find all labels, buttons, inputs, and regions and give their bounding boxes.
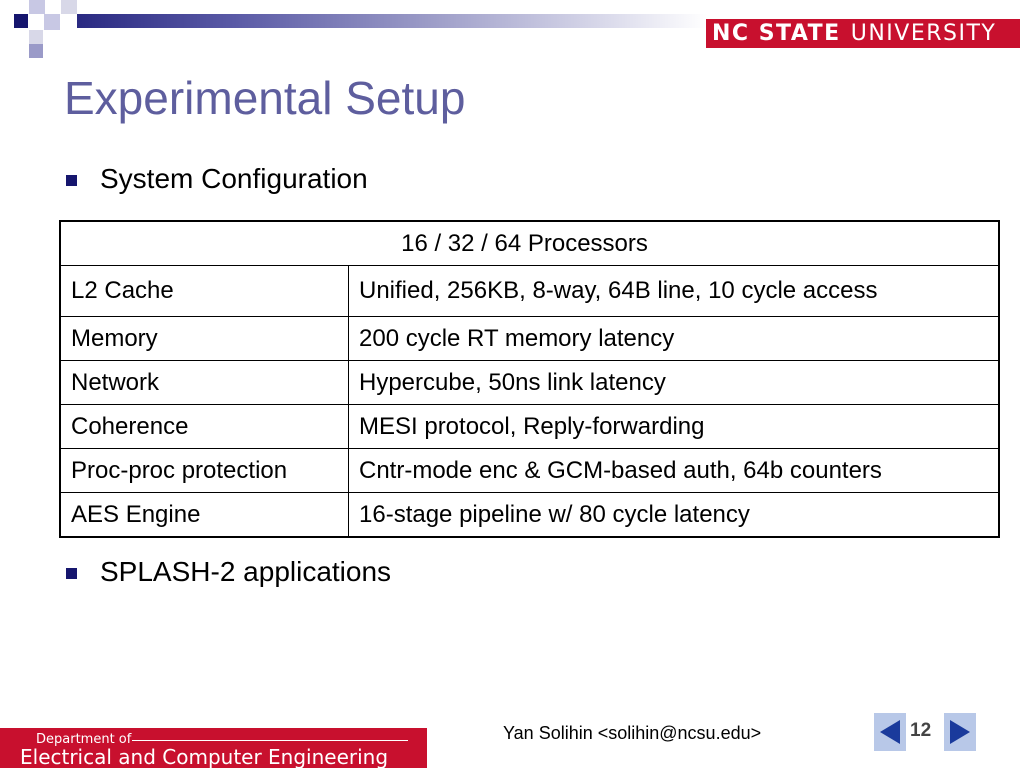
- department-name: Electrical and Computer Engineering: [20, 745, 389, 769]
- value-cell: 200 cycle RT memory latency: [349, 317, 1000, 361]
- decor-square-gray: [29, 30, 43, 44]
- right-triangle-icon: [950, 720, 970, 744]
- table-row: [60, 317, 999, 361]
- table-row: [60, 493, 999, 538]
- bullet-item: [66, 556, 391, 588]
- department-prefix: Department of: [36, 732, 132, 747]
- table-row: [60, 405, 999, 449]
- square-bullet-icon: [66, 175, 77, 186]
- decor-square-lavender: [44, 14, 60, 30]
- param-cell: Network: [60, 361, 349, 405]
- logo-bold-text: NC STATE: [712, 21, 841, 46]
- param-cell: AES Engine: [60, 493, 349, 538]
- banner-rule: [132, 740, 408, 741]
- param-cell: Proc-proc protection: [60, 449, 349, 493]
- bullet-text: SPLASH-2 applications: [100, 556, 392, 587]
- decor-square-lavender: [29, 0, 45, 14]
- value-cell: MESI protocol, Reply-forwarding: [349, 405, 1000, 449]
- param-cell: L2 Cache: [60, 266, 349, 317]
- left-triangle-icon: [880, 720, 900, 744]
- bullet-item: [66, 163, 368, 195]
- previous-slide-button[interactable]: [874, 713, 906, 751]
- page-number: 12: [910, 720, 932, 741]
- table-header-row: [60, 221, 999, 266]
- header-gradient-bar: [77, 14, 707, 28]
- bullet-text: System Configuration: [100, 163, 368, 194]
- system-config-table: [59, 220, 1000, 538]
- department-banner: [0, 728, 427, 768]
- table-row: [60, 266, 999, 317]
- value-cell: Unified, 256KB, 8-way, 64B line, 10 cycle access: [349, 266, 1000, 317]
- decor-square-navy: [14, 14, 28, 28]
- param-cell: Memory: [60, 317, 349, 361]
- university-logo: [706, 19, 1020, 48]
- table-row: [60, 449, 999, 493]
- table-row: [60, 361, 999, 405]
- value-cell: Cntr-mode enc & GCM-based auth, 64b counters: [349, 449, 1000, 493]
- param-cell: Coherence: [60, 405, 349, 449]
- table-header-cell: 16 / 32 / 64 Processors: [60, 221, 999, 266]
- author-credit: Yan Solihin <solihin@ncsu.edu>: [503, 723, 762, 743]
- value-cell: Hypercube, 50ns link latency: [349, 361, 1000, 405]
- value-cell: 16-stage pipeline w/ 80 cycle latency: [349, 493, 1000, 538]
- decor-square-gray: [61, 0, 77, 14]
- square-bullet-icon: [66, 568, 77, 579]
- slide-title: Experimental Setup: [64, 72, 466, 124]
- logo-thin-text: UNIVERSITY: [850, 21, 997, 46]
- next-slide-button[interactable]: [944, 713, 976, 751]
- decor-square-navy: [29, 44, 43, 58]
